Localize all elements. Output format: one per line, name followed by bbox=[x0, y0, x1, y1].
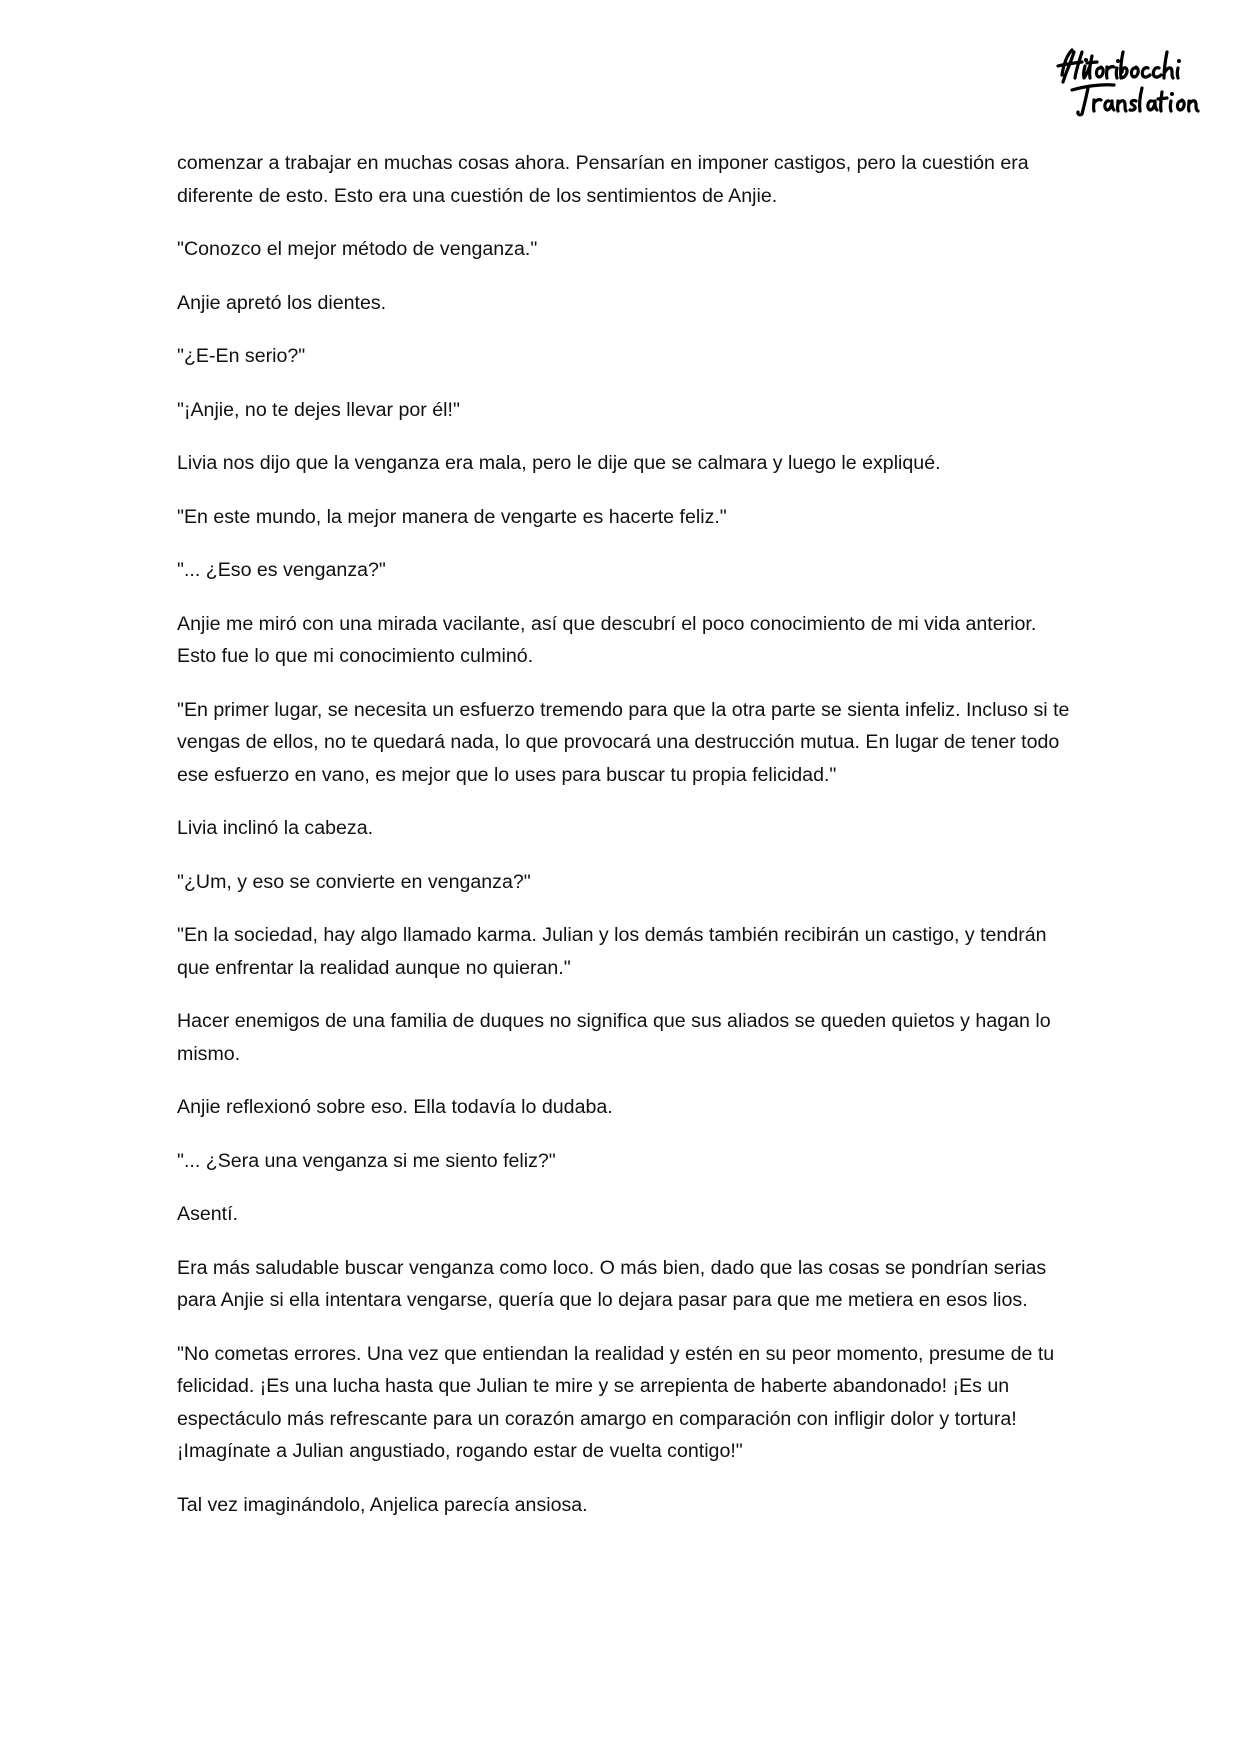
paragraph: Hacer enemigos de una familia de duques no significa que sus aliados se queden quietos y hagan lo mismo. bbox=[177, 1010, 1051, 1065]
logo-script-icon bbox=[1052, 42, 1212, 122]
paragraph: "En este mundo, la mejor manera de vengarte es hacerte feliz." bbox=[177, 505, 727, 528]
paragraph: "Conozco el mejor método de venganza." bbox=[177, 238, 538, 260]
paragraph: "En la sociedad, hay algo llamado karma. Julian y los demás también recibirán un castigo, y tendrán que enfrentar la realidad aunque no quieran." bbox=[177, 924, 1047, 979]
paragraph: Anjie reflexionó sobre eso. Ella todavía lo dudaba. bbox=[177, 1096, 613, 1118]
paragraph: comenzar a trabajar en muchas cosas ahora. Pensarían en imponer castigos, pero la cuestión era diferente de esto. Esto era una cuestión de los sentimientos de Anjie. bbox=[177, 152, 1029, 207]
paragraph: "... ¿Sera una venganza si me siento feliz?" bbox=[177, 1149, 556, 1172]
hitoribocchi-translation-logo bbox=[1052, 42, 1212, 122]
paragraph: "... ¿Eso es venganza?" bbox=[177, 559, 386, 581]
paragraph: Tal vez imaginándolo, Anjelica parecía ansiosa. bbox=[177, 1493, 588, 1516]
paragraph: "¡Anjie, no te dejes llevar por él!" bbox=[177, 398, 460, 421]
paragraph: Livia nos dijo que la venganza era mala, pero le dije que se calmara y luego le expliqué. bbox=[177, 452, 941, 474]
paragraph: Asentí. bbox=[177, 1203, 238, 1225]
paragraph: Anjie apretó los dientes. bbox=[177, 291, 387, 314]
paragraph: "En primer lugar, se necesita un esfuerzo tremendo para que la otra parte se sienta infeliz. Incluso si te vengas de ellos, no te quedará nada, lo que provocará una destrucción mutua. En lugar de tener todo ese esfuerzo en vano, es mejor que lo uses para buscar tu propia felicidad." bbox=[177, 698, 1070, 786]
paragraph: "No cometas errores. Una vez que entiendan la realidad y estén en su peor momento, presume de tu felicidad. ¡Es una lucha hasta que Julian te mire y se arrepienta de haberte abandonado! ¡Es un espectáculo más refrescante para un corazón amargo en comparación con infligir dolor y tortura! ¡Imagínate a Julian angustiado, rogando estar de vuelta contigo!" bbox=[177, 1342, 1055, 1462]
paragraph: Livia inclinó la cabeza. bbox=[177, 817, 374, 839]
paragraph: Era más saludable buscar venganza como loco. O más bien, dado que las cosas se pondrían serias para Anjie si ella intentara vengarse, quería que lo dejara pasar para que me metiera en esos lios. bbox=[177, 1256, 1047, 1311]
paragraph: "¿Um, y eso se convierte en venganza?" bbox=[177, 870, 531, 893]
paragraph: "¿E-En serio?" bbox=[177, 345, 306, 367]
paragraph: Anjie me miró con una mirada vacilante, así que descubrí el poco conocimiento de mi vida anterior. Esto fue lo que mi conocimiento culminó. bbox=[177, 612, 1037, 667]
body-text bbox=[177, 147, 1077, 1542]
